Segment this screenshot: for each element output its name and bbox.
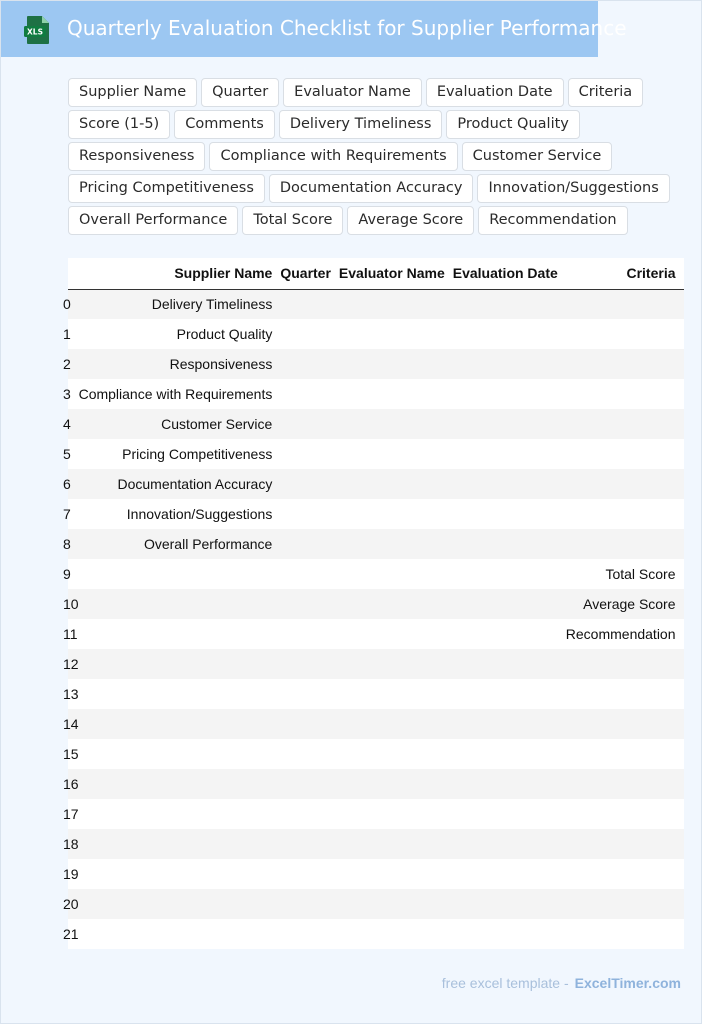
table-row bbox=[68, 559, 684, 589]
evaluation-date-cell[interactable] bbox=[453, 679, 566, 709]
row-index-label: 14 bbox=[63, 716, 79, 732]
criteria-cell[interactable] bbox=[566, 649, 684, 679]
criteria-cell[interactable] bbox=[566, 439, 684, 469]
footer-credit bbox=[442, 975, 681, 991]
criteria-cell[interactable] bbox=[566, 799, 684, 829]
table-body bbox=[63, 289, 684, 949]
supplier-name-cell[interactable]: Compliance with Requirements bbox=[79, 379, 281, 409]
quarter-cell[interactable] bbox=[280, 499, 339, 529]
supplier-name-cell[interactable]: Overall Performance bbox=[79, 529, 281, 559]
field-tag[interactable]: Criteria bbox=[568, 78, 644, 107]
table-header-row bbox=[68, 258, 684, 289]
row-index-label: 1 bbox=[63, 326, 71, 342]
field-tag[interactable]: Total Score bbox=[242, 206, 343, 235]
supplier-name-cell[interactable] bbox=[79, 919, 281, 949]
checklist-table[interactable] bbox=[63, 258, 678, 948]
evaluator-name-cell[interactable] bbox=[339, 649, 453, 679]
table-row bbox=[68, 889, 684, 919]
excel-file-icon bbox=[23, 15, 51, 45]
field-tag[interactable]: Supplier Name bbox=[68, 78, 197, 107]
evaluation-date-cell[interactable] bbox=[453, 349, 566, 379]
supplier-name-cell[interactable] bbox=[79, 769, 281, 799]
row-index-label: 5 bbox=[63, 446, 71, 462]
evaluation-date-cell[interactable] bbox=[453, 499, 566, 529]
row-index-label: 6 bbox=[63, 476, 71, 492]
field-tag[interactable]: Overall Performance bbox=[68, 206, 238, 235]
table-row bbox=[68, 289, 684, 319]
supplier-name-cell[interactable]: Responsiveness bbox=[79, 349, 281, 379]
quarter-cell[interactable] bbox=[280, 319, 339, 349]
evaluator-name-cell[interactable] bbox=[339, 859, 453, 889]
evaluation-date-cell[interactable] bbox=[453, 649, 566, 679]
supplier-name-cell[interactable]: Pricing Competitiveness bbox=[79, 439, 281, 469]
evaluator-name-cell[interactable] bbox=[339, 679, 453, 709]
quarter-cell[interactable] bbox=[280, 469, 339, 499]
row-index-label: 2 bbox=[63, 356, 71, 372]
row-index-label: 4 bbox=[63, 416, 71, 432]
column-header-supplier-name[interactable]: Supplier Name bbox=[79, 258, 281, 289]
supplier-name-cell[interactable] bbox=[79, 589, 281, 619]
field-tag[interactable]: Score (1-5) bbox=[68, 110, 170, 139]
row-index-label: 19 bbox=[63, 866, 79, 882]
criteria-cell[interactable] bbox=[566, 379, 684, 409]
row-index bbox=[63, 739, 79, 769]
criteria-cell[interactable] bbox=[566, 529, 684, 559]
criteria-cell[interactable] bbox=[566, 469, 684, 499]
evaluator-name-cell[interactable] bbox=[339, 589, 453, 619]
footer-text: free excel template - bbox=[441, 975, 569, 991]
evaluator-name-cell[interactable] bbox=[339, 829, 453, 859]
row-index bbox=[63, 409, 79, 439]
row-index-label: 11 bbox=[63, 626, 78, 642]
supplier-name-cell[interactable] bbox=[79, 619, 281, 649]
criteria-cell[interactable]: Total Score bbox=[566, 559, 684, 589]
row-index-label: 3 bbox=[63, 386, 71, 402]
field-tag[interactable]: Responsiveness bbox=[68, 142, 205, 171]
supplier-name-cell[interactable] bbox=[79, 649, 281, 679]
row-index bbox=[63, 709, 79, 739]
evaluation-date-cell[interactable] bbox=[453, 919, 566, 949]
evaluator-name-cell[interactable] bbox=[339, 919, 453, 949]
evaluator-name-cell[interactable] bbox=[339, 709, 453, 739]
table-row bbox=[68, 469, 684, 499]
evaluator-name-cell[interactable] bbox=[339, 439, 453, 469]
row-index-label: 13 bbox=[63, 686, 79, 702]
evaluator-name-cell[interactable] bbox=[339, 319, 453, 349]
criteria-cell[interactable] bbox=[566, 289, 684, 319]
row-index bbox=[63, 379, 79, 409]
evaluation-date-cell[interactable] bbox=[453, 799, 566, 829]
evaluation-date-cell[interactable] bbox=[453, 859, 566, 889]
evaluator-name-cell[interactable] bbox=[339, 739, 453, 769]
criteria-cell[interactable] bbox=[566, 889, 684, 919]
field-tag[interactable]: Product Quality bbox=[446, 110, 579, 139]
table-row bbox=[68, 919, 684, 949]
criteria-cell[interactable] bbox=[566, 919, 684, 949]
quarter-cell[interactable] bbox=[280, 829, 339, 859]
supplier-name-cell[interactable] bbox=[79, 679, 281, 709]
criteria-cell[interactable] bbox=[566, 859, 684, 889]
quarter-cell[interactable] bbox=[280, 859, 339, 889]
row-index bbox=[63, 769, 79, 799]
quarter-cell[interactable] bbox=[280, 919, 339, 949]
evaluator-name-cell[interactable] bbox=[339, 379, 453, 409]
field-tag[interactable]: Evaluator Name bbox=[283, 78, 422, 107]
row-index-label: 15 bbox=[63, 746, 79, 762]
row-index-label: 16 bbox=[63, 776, 79, 792]
table-row bbox=[68, 319, 684, 349]
field-tag[interactable]: Customer Service bbox=[462, 142, 613, 171]
criteria-cell[interactable] bbox=[566, 409, 684, 439]
row-index bbox=[63, 799, 79, 829]
field-tag[interactable]: Recommendation bbox=[478, 206, 627, 235]
supplier-name-cell[interactable]: Product Quality bbox=[79, 319, 281, 349]
supplier-name-cell[interactable] bbox=[79, 829, 281, 859]
criteria-cell[interactable] bbox=[566, 709, 684, 739]
supplier-name-cell[interactable] bbox=[79, 859, 281, 889]
criteria-cell[interactable]: Average Score bbox=[566, 589, 684, 619]
quarter-cell[interactable] bbox=[280, 889, 339, 919]
column-header-evaluator-name[interactable]: Evaluator Name bbox=[339, 258, 453, 289]
criteria-cell[interactable] bbox=[566, 769, 684, 799]
row-index bbox=[63, 919, 79, 949]
row-index-label: 8 bbox=[63, 536, 71, 552]
evaluation-date-cell[interactable] bbox=[453, 889, 566, 919]
evaluation-date-cell[interactable] bbox=[453, 739, 566, 769]
table-row bbox=[68, 589, 684, 619]
criteria-cell[interactable] bbox=[566, 319, 684, 349]
criteria-cell[interactable]: Recommendation bbox=[566, 619, 684, 649]
row-index bbox=[63, 829, 79, 859]
field-tag[interactable]: Documentation Accuracy bbox=[269, 174, 474, 203]
field-tag[interactable]: Comments bbox=[174, 110, 275, 139]
evaluation-date-cell[interactable] bbox=[453, 559, 566, 589]
row-index-label: 20 bbox=[63, 896, 79, 912]
evaluation-date-cell[interactable] bbox=[453, 409, 566, 439]
row-index bbox=[63, 289, 79, 319]
table-row bbox=[68, 859, 684, 889]
table-row bbox=[68, 829, 684, 859]
row-index-label: 12 bbox=[63, 656, 79, 672]
field-tag[interactable]: Average Score bbox=[347, 206, 474, 235]
row-index-label: 9 bbox=[63, 566, 71, 582]
quarter-cell[interactable] bbox=[280, 649, 339, 679]
row-index bbox=[63, 649, 79, 679]
row-index-label: 7 bbox=[63, 506, 71, 522]
evaluator-name-cell[interactable] bbox=[339, 289, 453, 319]
field-tag[interactable]: Pricing Competitiveness bbox=[68, 174, 265, 203]
table-row bbox=[68, 709, 684, 739]
column-header-criteria[interactable]: Criteria bbox=[566, 258, 684, 289]
quarter-cell[interactable] bbox=[280, 289, 339, 319]
table-row bbox=[68, 739, 684, 769]
footer-brand-link[interactable]: ExcelTimer.com bbox=[574, 975, 681, 991]
evaluation-date-cell[interactable] bbox=[453, 829, 566, 859]
field-tag-list bbox=[68, 78, 694, 235]
evaluation-date-cell[interactable] bbox=[453, 589, 566, 619]
supplier-name-cell[interactable]: Delivery Timeliness bbox=[79, 289, 281, 319]
supplier-name-cell[interactable] bbox=[79, 799, 281, 829]
row-index bbox=[63, 499, 79, 529]
supplier-name-cell[interactable]: Customer Service bbox=[79, 409, 281, 439]
row-index bbox=[63, 529, 79, 559]
page-title: Quarterly Evaluation Checklist for Supplier Performance bbox=[67, 16, 627, 40]
quarter-cell[interactable] bbox=[280, 379, 339, 409]
criteria-cell[interactable] bbox=[566, 499, 684, 529]
row-index bbox=[63, 319, 79, 349]
field-tag[interactable]: Evaluation Date bbox=[426, 78, 564, 107]
criteria-cell[interactable] bbox=[566, 349, 684, 379]
field-tag[interactable]: Innovation/Suggestions bbox=[477, 174, 669, 203]
row-index bbox=[63, 589, 79, 619]
evaluator-name-cell[interactable] bbox=[339, 349, 453, 379]
evaluator-name-cell[interactable] bbox=[339, 499, 453, 529]
table-row bbox=[68, 529, 684, 559]
field-tag[interactable]: Delivery Timeliness bbox=[279, 110, 443, 139]
field-tag[interactable]: Quarter bbox=[201, 78, 279, 107]
evaluation-date-cell[interactable] bbox=[453, 379, 566, 409]
supplier-name-cell[interactable] bbox=[79, 739, 281, 769]
evaluator-name-cell[interactable] bbox=[339, 529, 453, 559]
row-index bbox=[63, 439, 79, 469]
evaluator-name-cell[interactable] bbox=[339, 469, 453, 499]
quarter-cell[interactable] bbox=[280, 529, 339, 559]
table-row bbox=[68, 769, 684, 799]
column-header-quarter[interactable]: Quarter bbox=[280, 258, 339, 289]
table-row bbox=[68, 619, 684, 649]
supplier-name-cell[interactable] bbox=[79, 709, 281, 739]
column-header-evaluation-date[interactable]: Evaluation Date bbox=[453, 258, 566, 289]
criteria-cell[interactable] bbox=[566, 679, 684, 709]
supplier-name-cell[interactable] bbox=[79, 559, 281, 589]
evaluation-date-cell[interactable] bbox=[453, 439, 566, 469]
quarter-cell[interactable] bbox=[280, 739, 339, 769]
table-row bbox=[68, 349, 684, 379]
row-index bbox=[63, 679, 79, 709]
evaluator-name-cell[interactable] bbox=[339, 799, 453, 829]
row-index-label: 18 bbox=[63, 836, 79, 852]
table-row bbox=[68, 799, 684, 829]
title-banner bbox=[1, 1, 627, 57]
evaluation-date-cell[interactable] bbox=[453, 709, 566, 739]
quarter-cell[interactable] bbox=[280, 349, 339, 379]
quarter-cell[interactable] bbox=[280, 619, 339, 649]
row-index bbox=[63, 469, 79, 499]
table-row bbox=[68, 379, 684, 409]
quarter-cell[interactable] bbox=[280, 409, 339, 439]
row-index bbox=[63, 349, 79, 379]
row-index-label: 10 bbox=[63, 596, 79, 612]
supplier-name-cell[interactable]: Documentation Accuracy bbox=[79, 469, 281, 499]
evaluation-date-cell[interactable] bbox=[453, 469, 566, 499]
quarter-cell[interactable] bbox=[280, 589, 339, 619]
supplier-name-cell[interactable] bbox=[79, 889, 281, 919]
table-row bbox=[68, 499, 684, 529]
table-row bbox=[68, 679, 684, 709]
row-index bbox=[63, 889, 79, 919]
evaluation-date-cell[interactable] bbox=[453, 529, 566, 559]
evaluation-date-cell[interactable] bbox=[453, 319, 566, 349]
table-row bbox=[68, 409, 684, 439]
evaluation-date-cell[interactable] bbox=[453, 769, 566, 799]
row-index bbox=[63, 859, 79, 889]
quarter-cell[interactable] bbox=[280, 439, 339, 469]
evaluation-date-cell[interactable] bbox=[453, 619, 566, 649]
evaluation-date-cell[interactable] bbox=[453, 289, 566, 319]
evaluator-name-cell[interactable] bbox=[339, 889, 453, 919]
criteria-cell[interactable] bbox=[566, 739, 684, 769]
xls-icon-label: XLS bbox=[27, 27, 43, 37]
row-index bbox=[63, 559, 79, 589]
quarter-cell[interactable] bbox=[280, 679, 339, 709]
row-index bbox=[63, 619, 79, 649]
evaluator-name-cell[interactable] bbox=[339, 619, 453, 649]
field-tag[interactable]: Compliance with Requirements bbox=[209, 142, 457, 171]
evaluator-name-cell[interactable] bbox=[339, 769, 453, 799]
evaluator-name-cell[interactable] bbox=[339, 409, 453, 439]
table-row bbox=[68, 649, 684, 679]
quarter-cell[interactable] bbox=[280, 769, 339, 799]
row-index-label: 0 bbox=[63, 296, 71, 313]
quarter-cell[interactable] bbox=[280, 709, 339, 739]
row-index-label: 21 bbox=[63, 926, 79, 942]
supplier-name-cell[interactable]: Innovation/Suggestions bbox=[79, 499, 281, 529]
column-header-index bbox=[68, 258, 79, 289]
quarter-cell[interactable] bbox=[280, 559, 339, 589]
evaluator-name-cell[interactable] bbox=[339, 559, 453, 589]
table-row bbox=[68, 439, 684, 469]
quarter-cell[interactable] bbox=[280, 799, 339, 829]
row-index-label: 17 bbox=[63, 806, 79, 822]
criteria-cell[interactable] bbox=[566, 829, 684, 859]
